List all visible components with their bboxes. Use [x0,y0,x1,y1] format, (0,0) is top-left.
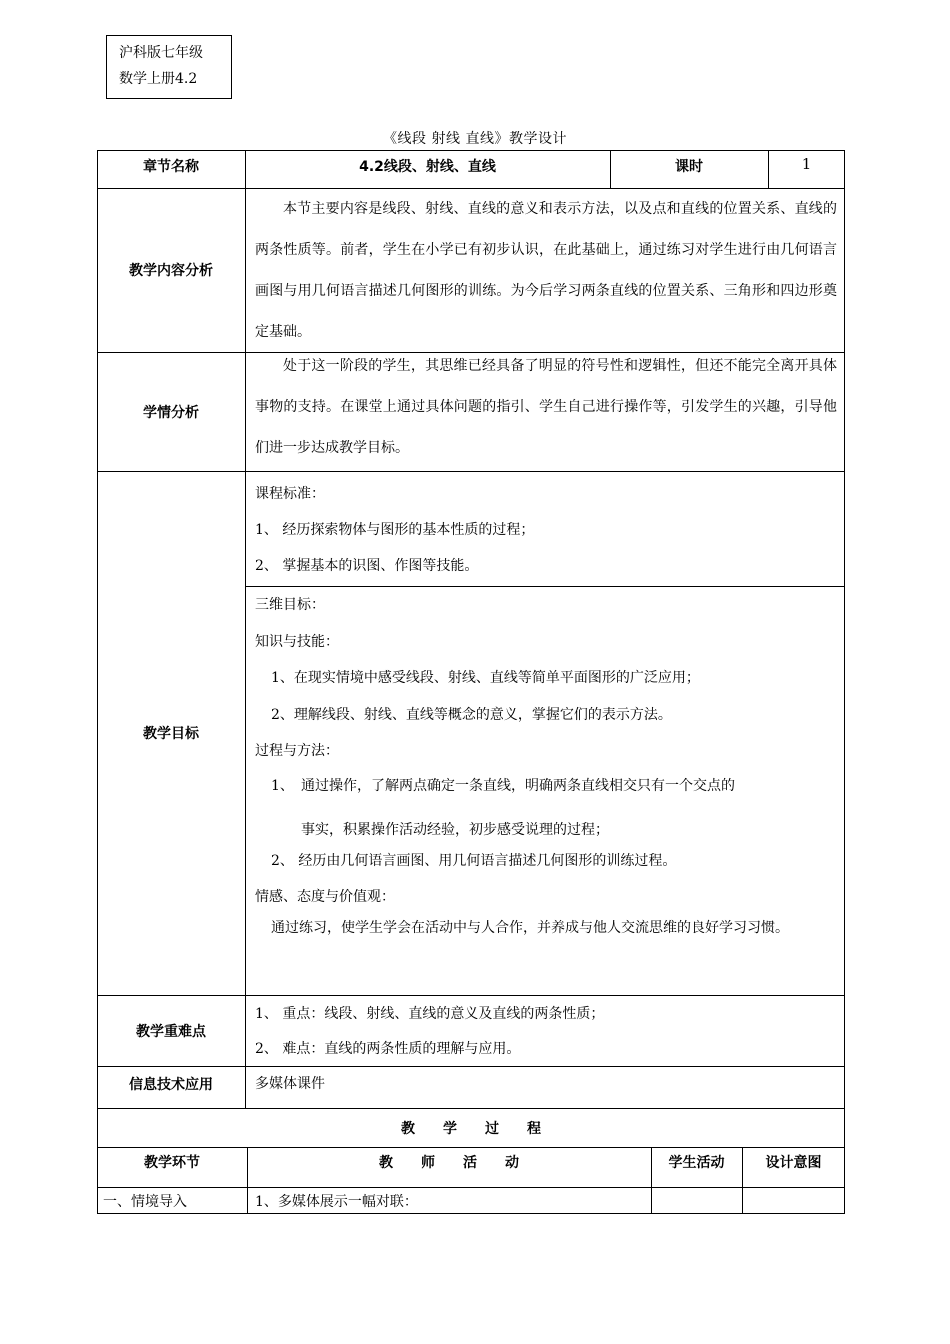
col-design: 设计意图 [765,1155,822,1171]
key-point-item-2: 2、 难点：直线的两条性质的理解与应用。 [255,1041,521,1057]
content-analysis-text [255,189,837,353]
it-application-value: 多媒体课件 [255,1076,325,1092]
course-standard-item-1: 1、 经历探索物体与图形的基本性质的过程； [255,522,535,538]
process-item-1-line2: 事实，积累操作活动经验，初步感受说理的过程； [301,822,609,838]
student-analysis-paragraph: 处于这一阶段的学生，其思维已经具备了明显的符号性和逻辑性，但还不能完全离开具体事物的支持。在课堂上通过具体问题的指引、学生自己进行操作等，引发学生的兴趣，引导他们进一步达成教学目标。 [255,358,837,456]
process-row-teacher: 1、多媒体展示一幅对联： [255,1194,418,1210]
document-title: 《线段 射线 直线》教学设计 [383,131,567,147]
course-standard-block [255,476,837,584]
process-item-1-line1: 通过操作，了解两点确定一条直线，明确两条直线相交只有一个交点的 [301,778,735,794]
objectives-label: 教学目标 [143,726,199,742]
key-point-item-1: 1、 重点：线段、射线、直线的意义及直线的两条性质； [255,1006,605,1022]
chapter-label: 章节名称 [143,159,199,175]
process-item-2: 2、 经历由几何语言画图、用几何语言描述几何图形的训练过程。 [271,853,677,869]
knowledge-title: 知识与技能： [255,633,339,650]
process-item-1-number: 1、 [271,778,294,794]
lesson-plan-table [97,150,845,1214]
content-analysis-label: 教学内容分析 [129,263,213,279]
edition-tag-line2: 数学上册4.2 [119,71,198,87]
three-dim-title: 三维目标： [255,597,325,613]
student-analysis-text [255,346,837,469]
key-points-label: 教学重难点 [136,1023,206,1040]
col-stage: 教学环节 [144,1155,200,1171]
three-dimension-block [255,587,837,770]
period-value: 1 [801,155,812,173]
edition-tag-line1: 沪科版七年级 [119,45,203,61]
period-label: 课时 [675,159,703,175]
emotion-text: 通过练习，使学生学会在活动中与人合作，并养成与他人交流思维的良好学习习惯。 [271,920,789,936]
process-item-1 [271,764,841,852]
col-student: 学生活动 [668,1155,725,1171]
knowledge-item-1: 1、在现实情境中感受线段、射线、直线等简单平面图形的广泛应用； [271,670,700,686]
course-standard-title: 课程标准： [255,486,325,502]
key-points-block [255,997,837,1067]
it-application-label: 信息技术应用 [129,1077,213,1093]
edition-tag [106,35,232,99]
teaching-process-title: 教 学 过 程 [401,1120,541,1137]
process-title: 过程与方法： [255,743,339,759]
student-analysis-label: 学情分析 [143,404,199,421]
emotion-title: 情感、态度与价值观： [255,889,395,905]
col-teacher: 教 师 活 动 [379,1155,519,1171]
course-standard-item-2: 2、 掌握基本的识图、作图等技能。 [255,558,479,574]
content-analysis-paragraph: 本节主要内容是线段、射线、直线的意义和表示方法，以及点和直线的位置关系、直线的两条性质等。前者，学生在小学已有初步认识，在此基础上，通过练习对学生进行由几何语言画图与用几何语言描述几何图形的训练。为今后学习两条直线的位置关系、三角形和四边形奠定基础。 [255,201,837,340]
emotion-block [255,907,837,949]
chapter-value: 4.2线段、射线、直线 [359,159,496,175]
teaching-process-header [97,1108,845,1147]
process-row-stage: 一、情境导入 [103,1194,187,1210]
process-item-2-block [255,843,837,915]
knowledge-item-2: 2、理解线段、射线、直线等概念的意义，掌握它们的表示方法。 [271,706,672,723]
